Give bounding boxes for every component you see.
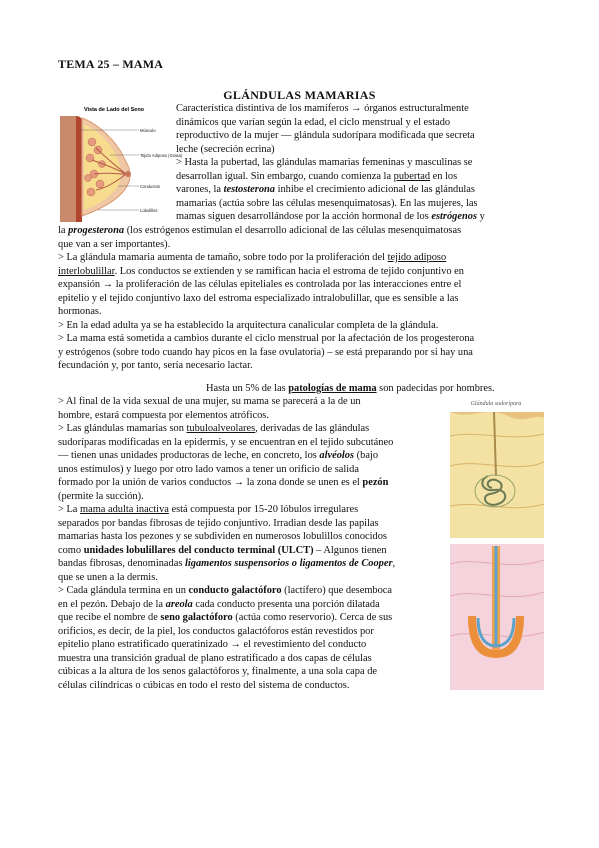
text-line: muestra una transición gradual de plano estratificado a dos capas de células xyxy=(58,652,372,664)
text-line: en el pezón. Debajo de la areola cada conducto presenta una porción dilatada xyxy=(58,598,380,610)
text-line: sudoríparas modificadas en la epidermis, y se encuentran en el tejido subcutáneo xyxy=(58,436,394,448)
sweat-gland-figure xyxy=(448,396,546,692)
text-line: (permite la succión). xyxy=(58,490,144,502)
male-pathology-note: Hasta un 5% de las patologías de mama son padecidas por hombres. xyxy=(206,383,495,394)
text-line: bandas fibrosas, denominadas ligamentos suspensorios o ligamentos de Cooper, xyxy=(58,558,396,569)
paragraph-structure xyxy=(58,395,450,692)
page-heading: TEMA 25 – MAMA xyxy=(58,57,164,71)
text-line: varones, la testosterona inhibe el crecimiento adicional de las glándulas xyxy=(176,184,475,195)
text-line: mamas siguen desarrollándose por la acción hormonal de los estrógenos y xyxy=(176,211,485,222)
text-line: y estrógenos (sobre todo cuando hay picos en la fase ovulatoria) – se está preparando por si hay una xyxy=(58,346,473,358)
text-line: > Las glándulas mamarias son tubuloalveolares, derivadas de las glándulas xyxy=(58,423,370,434)
text-line: mamarias hasta los pezones y se subdividen en numerosos lobulillos conocidos xyxy=(58,531,387,542)
text-line: > Cada glándula termina en un conducto galactóforo (lactífero) que desemboca xyxy=(58,585,393,596)
text-line: expansión → la proliferación de las células epiteliales es controlada por las interacciones entre el xyxy=(58,279,462,290)
text-line: que van a ser importantes). xyxy=(58,238,171,250)
text-line: hormonas. xyxy=(58,306,102,317)
text-line: epitelio y el tejido conjuntivo laxo del estroma especializado intralobulillar, que es sensible a las xyxy=(58,292,459,304)
text-line: hombre, estará compuesta por elementos atróficos. xyxy=(58,409,269,421)
text-line: mamarias (actúa sobre las células mesenquimatosas). En las mujeres, las xyxy=(176,197,478,209)
text-line: > En la edad adulta ya se ha establecido la arquitectura canalicular completa de la glándula. xyxy=(58,319,439,331)
text-line: epitelio plano estratificado queratinizado → el revestimiento del conducto xyxy=(58,639,367,650)
text-line: como unidades lobulillares del conducto terminal (ULCT) – Algunos tienen xyxy=(58,544,387,556)
text-line: células cilíndricas o cúbicas en todo el resto del sistema de conductos. xyxy=(58,679,350,691)
paragraph-intro xyxy=(176,102,536,224)
text-line: reproductivo de la mujer — glándula sudorípara modificada que secreta xyxy=(176,130,475,141)
text-line: > Hasta la pubertad, las glándulas mamarias femeninas y masculinas se xyxy=(176,157,473,168)
figure1-label-muscle: Músculo xyxy=(140,128,156,133)
text-line: > La mama adulta inactiva está compuesta por 15-20 lóbulos irregulares xyxy=(58,504,359,515)
text-line: separados por bandas fibrosas de tejido conjuntivo. Irradian desde las papilas xyxy=(58,517,379,529)
text-line: unos estímulos) y luego por otro lado vamos a tener un orificio de salida xyxy=(58,463,359,475)
text-line: cúbicas a la altura de los senos galactóforos y, finalmente, a una sola capa de xyxy=(58,666,377,677)
text-line: Característica distintiva de los mamíferos → órganos estructuralmente xyxy=(176,103,469,114)
text-line: formado por la unión de varios conductos → la zona donde se unen es el pezón xyxy=(58,477,389,488)
text-line: leche (secreción ecrina) xyxy=(176,143,275,155)
figure1-title: Vista de Lado del Seno xyxy=(83,107,145,113)
text-line: — tienen unas unidades productoras de leche, en concreto, los alvéolos (bajo xyxy=(58,450,379,461)
text-line: la progesterona (los estrógenos estimulan el desarrollo adicional de las células mesenquimatosas xyxy=(58,225,462,236)
text-line: que recibe el nombre de seno galactóforo (actúa como reservorio). Cerca de sus xyxy=(58,612,393,623)
text-line: orificios, es decir, de la piel, los conductos galactóforos están revestidos por xyxy=(58,625,374,637)
paragraph-development xyxy=(58,224,544,373)
figure2-title: Glándula sudorípara xyxy=(470,401,522,407)
text-line: dinámicos que varían según la edad, el ciclo menstrual y el estado xyxy=(176,116,451,128)
figure1-label-lobules: Lobulillos xyxy=(140,208,158,213)
text-line: interlobulillar. Los conductos se extienden y se ramifican hacia el estroma de tejido conjuntivo en xyxy=(58,265,464,277)
text-line: desarrollan igual. Sin embargo, cuando comienza la pubertad en los xyxy=(176,170,458,182)
text-line: que se unen a la dermis. xyxy=(58,571,158,583)
breast-side-view-figure xyxy=(58,102,183,222)
section-title: GLÁNDULAS MAMARIAS xyxy=(223,88,376,102)
text-line: > Al final de la vida sexual de una mujer, su mama se parecerá a la de un xyxy=(58,396,361,407)
text-line: > La glándula mamaria aumenta de tamaño, sobre todo por la proliferación del tejido adiposo xyxy=(58,252,447,263)
figure1-label-ducts: Conductos xyxy=(140,184,161,189)
text-line: fecundación y, por tanto, sería necesario lactar. xyxy=(58,360,253,371)
text-line: > La mama está sometida a cambios durante el ciclo menstrual por la afectación de los progesterona xyxy=(58,333,475,344)
figure1-label-fat: Tejido Adiposo (Grasa) xyxy=(140,153,183,158)
